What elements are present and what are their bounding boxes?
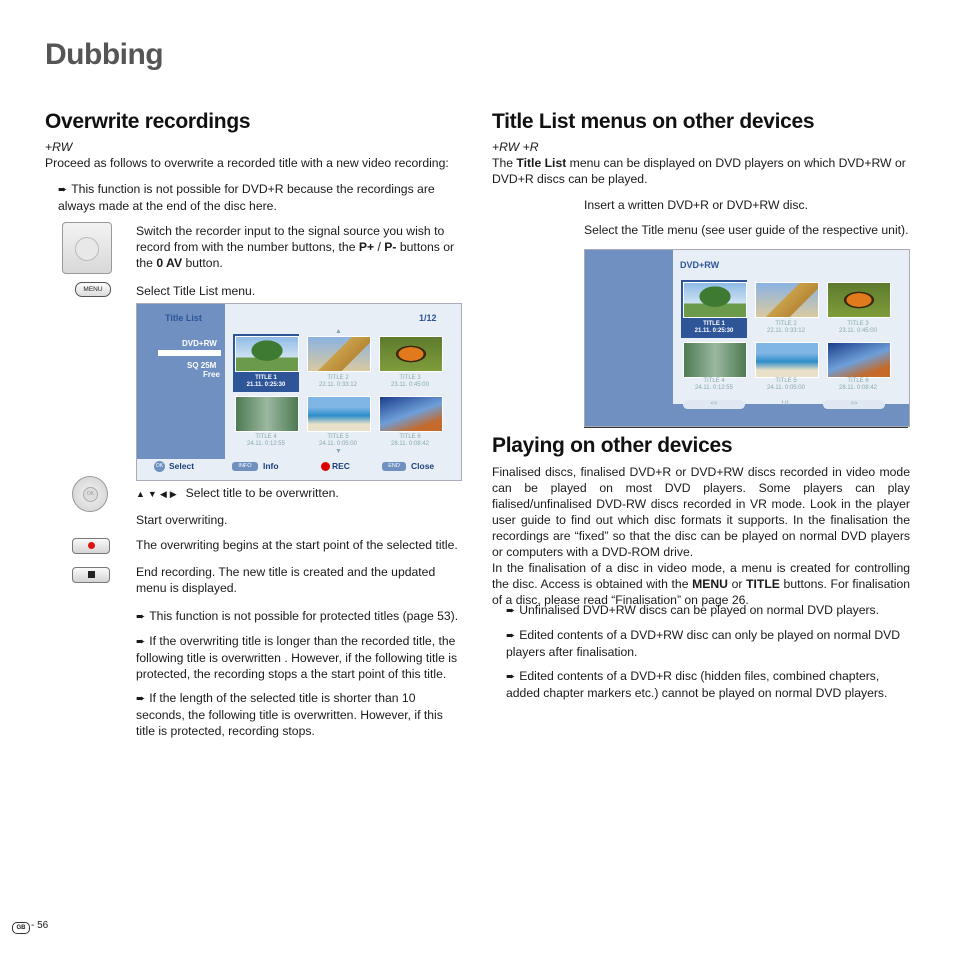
title-2-thumbnail[interactable] xyxy=(755,282,819,318)
recording-quality: SQ 25M xyxy=(187,361,217,370)
scroll-down-icon: ▼ xyxy=(335,448,342,455)
note-dvdr: ➨ This function is not possible for DVD+R because the recordings are always made at the end of the disc here. xyxy=(58,182,435,213)
screen-page-indicator: 1/12 xyxy=(419,313,437,323)
arrow-icon: ➨ xyxy=(58,184,68,196)
step-insert-disc: Insert a written DVD+R or DVD+RW disc. xyxy=(584,198,808,212)
title-list-screen xyxy=(136,303,462,481)
other-device-screen xyxy=(584,249,910,427)
stop-button-icon xyxy=(72,567,110,583)
footer-select: Select xyxy=(169,461,195,471)
info-key-icon: INFO xyxy=(232,462,258,471)
end-key-icon: END xyxy=(382,462,406,471)
rec-dot-icon xyxy=(321,462,330,471)
page-title: Dubbing xyxy=(45,38,164,71)
disc-type: DVD+RW xyxy=(680,260,720,270)
section-heading-title-list-other: Title List menus on other devices xyxy=(492,110,815,133)
title-3-label: TITLE 3 23.11. 0:45:00 xyxy=(839,321,877,334)
title-5-thumbnail[interactable] xyxy=(755,342,819,378)
remote-control-icon xyxy=(62,222,112,274)
divider xyxy=(584,427,908,428)
title-list-intro: The Title List menu can be displayed on DVD players on which DVD+RW or DVD+R discs can be played. xyxy=(492,156,906,186)
step-end-recording: End recording. The new title is created and the updated menu is displayed. xyxy=(136,565,436,595)
title-6-thumbnail[interactable] xyxy=(379,396,443,432)
record-button-icon xyxy=(72,538,110,554)
note-shorter-title: ➨ If the length of the selected title is shorter than 10 seconds, the following title is overwritten. However, if this title is protected, recording stops. xyxy=(136,691,443,738)
dial-icon xyxy=(75,237,99,261)
disc-usage-bar xyxy=(141,350,221,356)
title-6-label: TITLE 6 28.11. 0:08:42 xyxy=(839,378,877,391)
disc-type: DVD+RW xyxy=(182,339,217,348)
footer-rec: REC xyxy=(332,461,350,471)
step-select-title-list: Select Title List menu. xyxy=(136,284,256,298)
title-4-thumbnail[interactable] xyxy=(235,396,299,432)
title-2-thumbnail[interactable] xyxy=(307,336,371,372)
title-2-label: TITLE 2 22.11. 0:33:12 xyxy=(767,321,805,334)
arrow-icon: ➨ xyxy=(506,605,516,617)
title-1-label: TITLE 1 21.11. 0:25:30 xyxy=(694,321,734,334)
step-switch-input: Switch the recorder input to the signal source you wish to record from with the number buttons, the P+ / P- buttons or the 0 AV button. xyxy=(136,224,455,270)
title-3-label: TITLE 3 23.11. 0:45:00 xyxy=(391,375,429,388)
arrow-icon: ➨ xyxy=(136,693,146,705)
disc-tag: +RW xyxy=(45,140,73,154)
section-heading-overwrite: Overwrite recordings xyxy=(45,110,251,133)
title-5-label: TITLE 5 24.11. 0:05:00 xyxy=(319,434,357,447)
step-select-title: ▲▼◀▶ Select title to be overwritten. xyxy=(136,486,339,500)
next-page-button[interactable]: >> xyxy=(823,400,885,409)
intro-text: Proceed as follows to overwrite a recorded title with a new video recording: xyxy=(45,156,449,170)
menu-button-icon: MENU xyxy=(75,282,111,297)
title-1-thumbnail[interactable] xyxy=(683,282,747,318)
screen-sidebar xyxy=(585,250,673,426)
arrow-icon: ➨ xyxy=(136,611,146,623)
note-edited-rw: ➨ Edited contents of a DVD+RW disc can only be played on normal DVD players after finalisation. xyxy=(506,628,901,659)
page-indicator: 1/1 xyxy=(781,401,790,407)
navigation-pad-icon: OK xyxy=(72,476,108,512)
note-edited-r: ➨ Edited contents of a DVD+R disc (hidden files, combined chapters, added chapter markers etc.) cannot be played on normal DVD players. xyxy=(506,669,888,700)
title-6-label: TITLE 6 28.11. 0:08:42 xyxy=(391,434,429,447)
title-5-thumbnail[interactable] xyxy=(307,396,371,432)
title-3-thumbnail[interactable] xyxy=(379,336,443,372)
page-number: - 56 xyxy=(31,920,49,931)
screen-header-title: Title List xyxy=(165,313,202,323)
title-5-label: TITLE 5 24.11. 0:05:00 xyxy=(767,378,805,391)
scroll-up-icon: ▲ xyxy=(335,328,342,335)
step-select-title-menu: Select the Title menu (see user guide of the respective unit). xyxy=(584,223,909,237)
disc-tag-right: +RW +R xyxy=(492,140,539,154)
screen-sidebar xyxy=(137,304,225,459)
note-longer-title: ➨ If the overwriting title is longer than the recorded title, the following title is overwritten . However, if the following title is protected, the recording stops a the start point of this title. xyxy=(136,634,458,681)
title-2-label: TITLE 2 22.11. 0:33:12 xyxy=(319,375,357,388)
section-heading-playing: Playing on other devices xyxy=(492,434,733,457)
title-1-thumbnail[interactable] xyxy=(235,336,299,372)
playing-paragraph: Finalised discs, finalised DVD+R or DVD+RW discs recorded in video mode can be played on most DVD players. Some players can play fialised/unfinalised DVD-RW discs recorded in VR mode. Look in the player user guide to find out which disc formats it supports. In the finalisation the recordings are “fixed” so that the disc can be played on normal DVD players or computers with a DVD-ROM drive. In the finalisation of a disc in video mode, a menu is created for controlling the disc. Access is obtained with the MENU or TITLE buttons. For finalisation of a disc, please read “Finalisation” on page 26. xyxy=(492,465,910,607)
title-1-label: TITLE 1 21.11. 0:25:30 xyxy=(246,375,286,388)
footer-info: Info xyxy=(263,461,279,471)
footer-close: Close xyxy=(411,461,435,471)
title-6-thumbnail[interactable] xyxy=(827,342,891,378)
arrow-keys-icon: ▲▼◀▶ xyxy=(136,489,180,499)
step-overwrite-begins: The overwriting begins at the start point of the selected title. xyxy=(136,538,458,552)
prev-page-button[interactable]: << xyxy=(683,400,745,409)
note-protected: ➨ This function is not possible for protected titles (page 53). xyxy=(136,609,459,623)
title-4-label: TITLE 4 24.11. 0:12:55 xyxy=(695,378,733,391)
arrow-icon: ➨ xyxy=(506,671,516,683)
arrow-icon: ➨ xyxy=(136,636,146,648)
title-4-label: TITLE 4 24.11. 0:12:55 xyxy=(247,434,285,447)
free-space-label: Free xyxy=(203,370,220,379)
note-unfinalised: ➨ Unfinalised DVD+RW discs can be played on normal DVD players. xyxy=(506,603,880,617)
arrow-icon: ➨ xyxy=(506,630,516,642)
ok-key-icon: OK xyxy=(154,461,165,472)
step-start-overwriting: Start overwriting. xyxy=(136,513,228,527)
country-badge: GB xyxy=(12,922,30,934)
title-4-thumbnail[interactable] xyxy=(683,342,747,378)
title-3-thumbnail[interactable] xyxy=(827,282,891,318)
